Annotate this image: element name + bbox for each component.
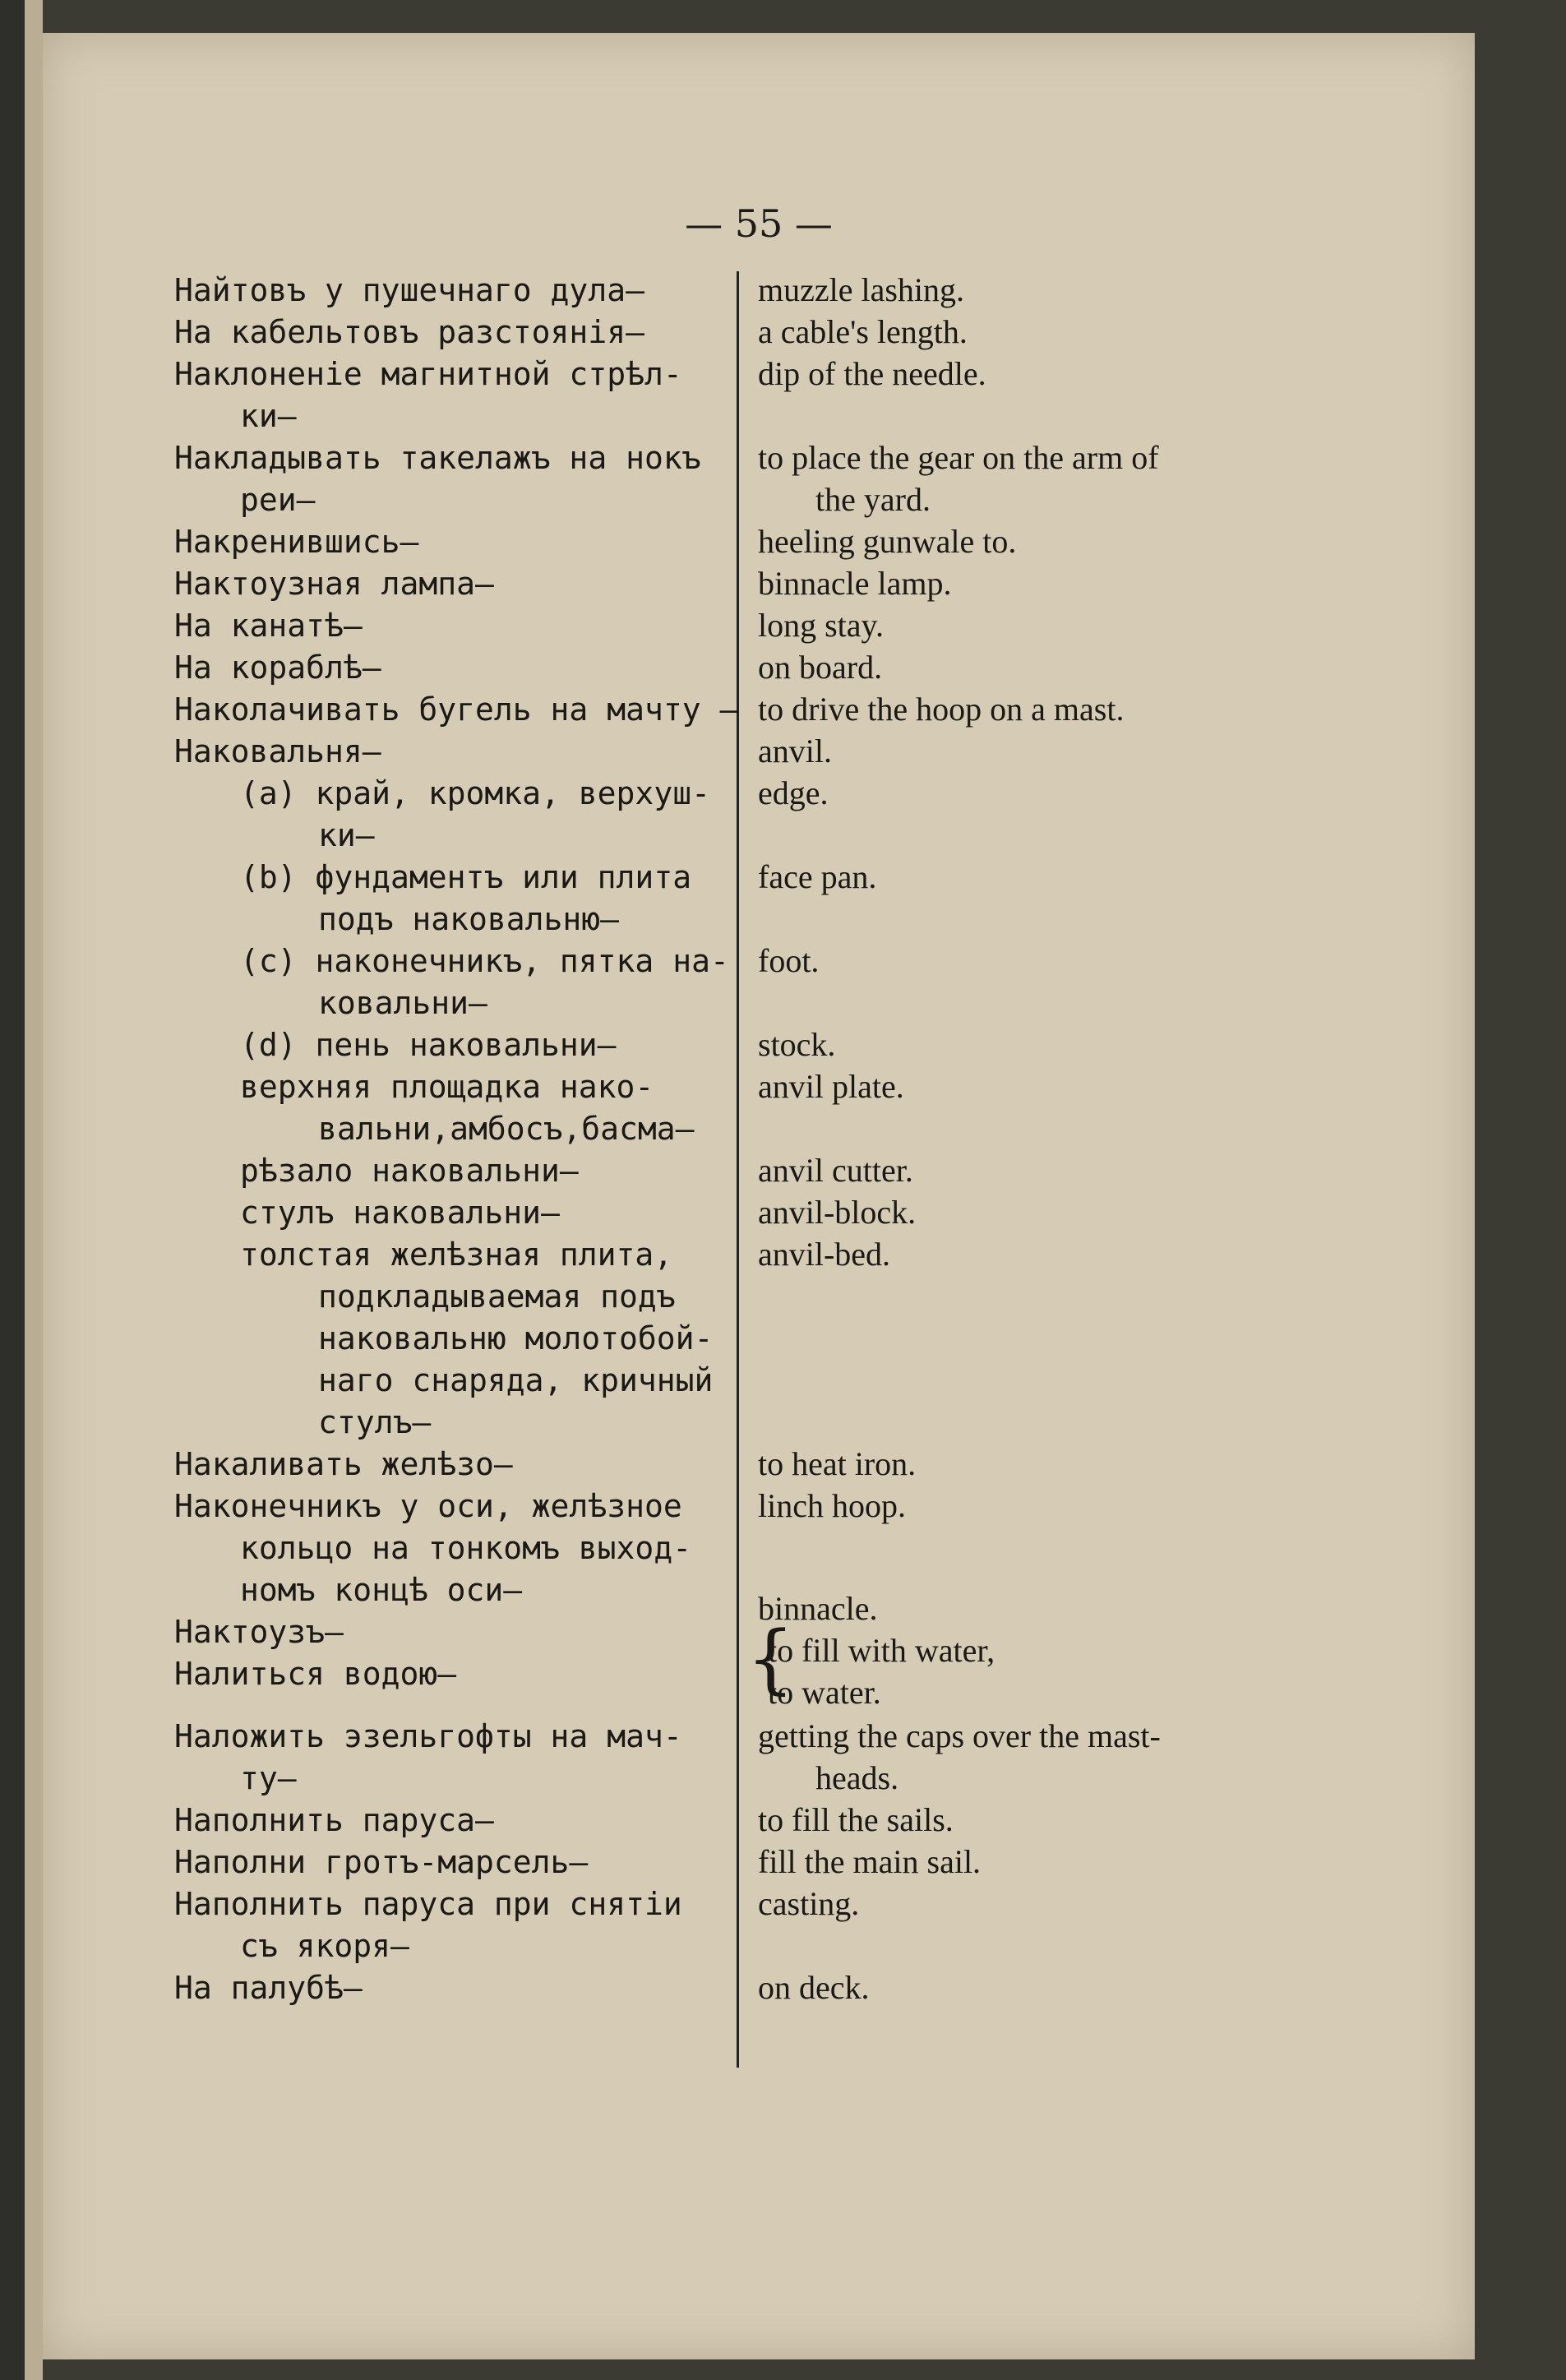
en-line: anvil-bed. (758, 1236, 891, 1273)
en-line: to heat iron. (758, 1445, 917, 1482)
ru-line: Наковальня— (174, 733, 381, 769)
en-line: anvil. (758, 732, 832, 769)
ru-line: Наклоненіе магнитной стрѣл- (174, 356, 682, 392)
brace-glyph: { (746, 1615, 795, 1703)
ru-line: кольцо на тонкомъ выход- (240, 1530, 692, 1566)
ru-line: Наложить эзельгофты на мач- (174, 1718, 682, 1754)
en-line: face pan. (758, 858, 877, 895)
ru-line: На канатѣ— (174, 608, 363, 644)
en-line: foot. (758, 942, 820, 979)
en-line: muzzle lashing. (758, 271, 965, 308)
ru-line: подъ наковальню— (318, 901, 620, 937)
ru-line: подкладываемая подъ (318, 1278, 676, 1315)
en-line: linch hoop. (758, 1487, 906, 1524)
ru-line: толстая желѣзная плита, (240, 1236, 673, 1273)
ru-line: реи— (240, 482, 316, 518)
en-line: anvil cutter. (758, 1152, 913, 1189)
en-line: on deck. (758, 1969, 870, 2006)
ru-line: ту— (240, 1760, 297, 1796)
ru-line: Нактоузная лампа— (174, 566, 494, 602)
ru-line: На кабельтовъ разстоянія— (174, 314, 644, 350)
ru-line: (c) наконечникъ, пятка на- (240, 943, 729, 979)
ru-line: Наполнить паруса— (174, 1802, 494, 1838)
en-line: to fill the sails. (758, 1801, 954, 1838)
ru-line: Найтовъ у пушечнаго дула— (174, 272, 644, 308)
en-line: edge. (758, 774, 829, 811)
en-line: dip of the needle. (758, 355, 986, 392)
ru-line: Наконечникъ у оси, желѣзное (174, 1488, 682, 1524)
book-page (43, 33, 1475, 2359)
ru-line: Нактоузъ— (174, 1614, 344, 1650)
ru-line: наго снаряда, кричный (318, 1362, 714, 1398)
en-line: stock. (758, 1026, 836, 1063)
en-line: to place the gear on the arm of (758, 439, 1159, 476)
en-line: anvil-block. (758, 1194, 917, 1231)
en-line: getting the caps over the mast- (758, 1717, 1161, 1754)
en-line: on board. (758, 649, 883, 686)
ru-line: (a) край, кромка, верхуш- (240, 775, 710, 811)
ru-line: Налиться водою— (174, 1656, 457, 1692)
en-line: long stay. (758, 607, 884, 644)
ru-line: ки— (318, 817, 375, 853)
en-line: casting. (758, 1885, 860, 1922)
ru-line: (d) пень наковальни— (240, 1027, 617, 1063)
ru-line: (b) фундаментъ или плита (240, 859, 692, 895)
book-spine (0, 0, 25, 2380)
ru-line: Накаливать желѣзо— (174, 1446, 513, 1482)
en-line: fill the main sail. (758, 1843, 982, 1880)
en-line: to water. (768, 1674, 881, 1711)
en-line: binnacle. (758, 1590, 878, 1627)
ru-line: стулъ наковальни— (240, 1195, 560, 1231)
ru-line: На кораблѣ— (174, 649, 381, 686)
en-line: the yard. (815, 481, 931, 518)
ru-line: наковальню молотобой- (318, 1320, 714, 1356)
ru-line: ковальни— (318, 985, 487, 1021)
en-line: binnacle lamp. (758, 565, 952, 602)
ru-line: Наполнить паруса при снятіи (174, 1886, 682, 1922)
ru-line: верхняя площадка нако- (240, 1069, 654, 1105)
en-line: to fill with water, (768, 1632, 995, 1669)
ru-line: ки— (240, 398, 297, 434)
ru-line: Наполни гротъ-марсель— (174, 1844, 589, 1880)
ru-line: На палубѣ— (174, 1970, 363, 2006)
ru-line: стулъ— (318, 1404, 432, 1440)
ru-line: Наколачивать бугель на мачту — (174, 691, 739, 728)
page-number: — 55 — (685, 201, 833, 246)
en-line: to drive the hoop on a mast. (758, 691, 1125, 728)
en-line: heads. (815, 1759, 899, 1796)
en-line: anvil plate. (758, 1068, 904, 1105)
ru-line: рѣзало наковальни— (240, 1153, 579, 1189)
en-line: heeling gunwale to. (758, 523, 1017, 560)
en-line: a cable's length. (758, 313, 968, 350)
page-edge (25, 0, 43, 2380)
ru-line: вальни,амбосъ,басма— (318, 1111, 695, 1147)
ru-line: съ якоря— (240, 1928, 409, 1964)
ru-line: номъ концѣ оси— (240, 1572, 523, 1608)
ru-line: Накладывать такелажъ на нокъ (174, 440, 701, 476)
ru-line: Накренившись— (174, 524, 419, 560)
